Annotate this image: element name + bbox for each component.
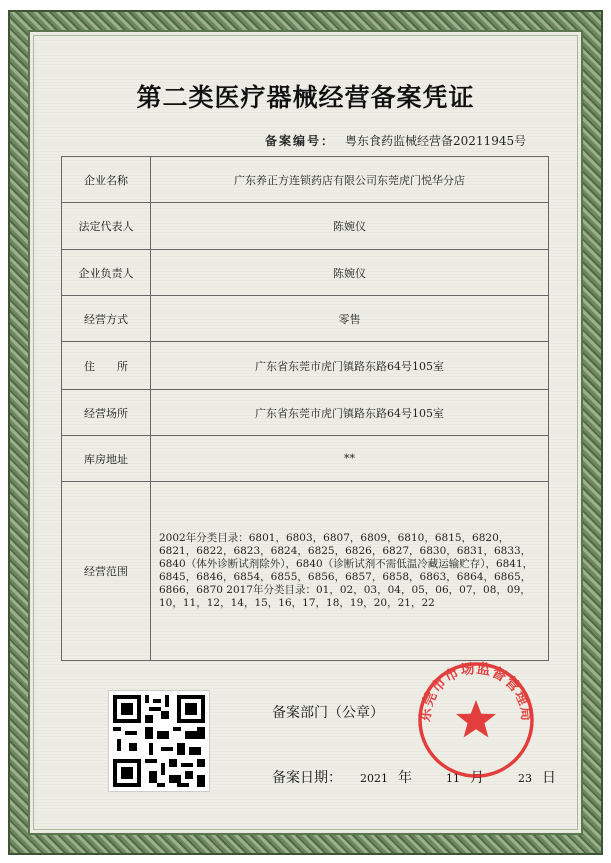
row-value-company-name: 广东养正方连锁药店有限公司东莞虎门悦华分店 [151,157,549,203]
record-number-label: 备案编号： [265,134,336,148]
row-value-manager: 陈婉仪 [151,250,549,296]
record-number-value: 粤东食药监械经营备20211945号 [345,134,527,148]
year-unit: 年 [398,770,412,786]
row-key-premises: 经营场所 [62,390,151,436]
row-value-residence: 广东省东莞市虎门镇路东路64号105室 [151,342,549,390]
table-row [62,342,549,390]
seal-star-icon [456,700,496,738]
row-key-scope: 经营范围 [62,482,151,661]
seal-text: 东莞市市场监督管理局 [417,660,535,723]
table-row [62,203,549,250]
row-key-business-mode: 经营方式 [62,296,151,342]
date-label: 备案日期： [272,770,342,786]
info-table [61,156,549,661]
month-unit: 月 [470,770,484,786]
date-month: 11 [446,772,460,785]
row-key-company-name: 企业名称 [62,157,151,203]
row-key-warehouse: 库房地址 [62,436,151,482]
filing-department: 备案部门（公章） [272,705,384,721]
row-value-business-mode: 零售 [151,296,549,342]
qr-code [108,690,210,792]
official-seal [416,660,536,780]
certificate-title: 第二类医疗器械经营备案凭证 [136,83,475,112]
row-key-manager: 企业负责人 [62,250,151,296]
date-day: 23 [518,772,532,785]
table-row [62,482,549,661]
table-row [62,436,549,482]
row-key-legal-rep: 法定代表人 [62,203,151,250]
record-number-line [265,132,526,149]
row-value-legal-rep: 陈婉仪 [151,203,549,250]
table-row [62,390,549,436]
day-unit: 日 [542,770,556,786]
table-row [62,296,549,342]
row-value-scope: 2002年分类目录：6801，6803，6807，6809，6810，6815，6820，6821，6822，6823，6824，6825，6826，6827，6830，6831，6833，6840（体外诊断试剂除外），6840（诊断试剂不需低温冷藏运输贮存），6841，6845，6846，6854，6855，6856，6857，6858，6863，6864，6865，6866，6870 2017年分类目录：01，02，03，04，05，06，07，08，09，10，11，12，14，15，16，17，18，19，20，21，22 [151,482,549,661]
row-value-warehouse: ** [151,436,549,482]
table-row [62,250,549,296]
table-row [62,157,549,203]
row-key-residence: 住 所 [62,342,151,390]
date-year: 2021 [360,772,388,785]
row-value-premises: 广东省东莞市虎门镇路东路64号105室 [151,390,549,436]
